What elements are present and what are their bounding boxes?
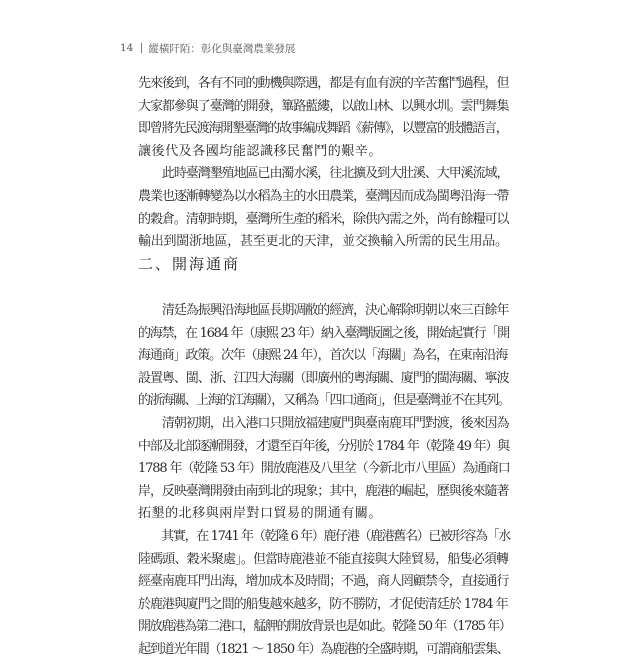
- paragraph: [138, 73, 510, 163]
- text-line: 大家都參與了臺灣的開發，篳路藍縷，以啟山林、以興水圳。雲門舞集: [138, 98, 509, 114]
- text-line: 讓後代及各國均能認識移民奮鬥的艱辛。: [138, 143, 382, 159]
- text-line: 即曾將先民渡海開墾臺灣的故事編成舞蹈《薪傳》，以豐富的肢體語言，: [138, 121, 508, 137]
- paragraph: [138, 300, 510, 413]
- text-line: 海通商」政策。次年（康熙 24 年），首次以「海關」為名，在東南沿海: [138, 348, 508, 364]
- text-line: 中部及北部逐漸開發，才還至百年後，分別於 1784 年（乾隆 49 年）與: [138, 438, 509, 454]
- text-line: 拓墾的北移與兩岸對口貿易的開通有關。: [138, 506, 382, 522]
- paragraph: [138, 413, 510, 526]
- text-line: 岸，反映臺灣開發由南到北的現象；其中，鹿港的崛起，歷與後來隨著: [138, 483, 509, 499]
- text-line: 農業也逐漸轉變為以水稻為主的水田農業，臺灣因而成為閩粵沿海一帶: [138, 188, 509, 204]
- section-heading: 二、開海通商: [138, 255, 241, 273]
- text-line: 清朝初期，出入港口只開放福建廈門與臺南鹿耳門對渡，後來因為: [138, 415, 509, 431]
- text-line: 起到道光年間（1821 ～ 1850 年）為鹿港的全盛時期，可謂商船雲集、: [138, 641, 509, 657]
- text-line: 其實，在 1741 年（乾隆 6 年）鹿仔港（鹿港舊名）已被形容為「水: [138, 528, 510, 544]
- text-line: 輸出到閩浙地區，甚至更北的天津，並交換輸入所需的民生用品。: [138, 234, 508, 250]
- header-divider: [141, 43, 142, 53]
- book-title: 縱橫阡陌：彰化與臺灣農業發展: [148, 42, 296, 55]
- text-line: 的海禁，在 1684 年（康熙 23 年）納入臺灣版圖之後，開始起實行「開: [138, 325, 509, 341]
- running-header: [120, 40, 295, 56]
- body-text-top: [138, 73, 510, 254]
- text-line: 的浙海關、上海的江海關），又稱為「四口通商」，但是臺灣並不在其列。: [138, 393, 510, 409]
- text-line: 經臺南鹿耳門出海，增加成本及時間；不過，商人罔顧禁令，直接通行: [138, 574, 509, 590]
- text-line: 開放鹿港為第二港口，艋舺的開放背景也是如此。乾隆 50 年（1785 年）: [138, 619, 511, 635]
- text-line: 清廷為振興沿海地區長期凋敝的經濟，決心解除明朝以來三百餘年: [138, 303, 509, 318]
- page-number: 14: [120, 42, 134, 54]
- text-line: 的穀倉。清朝時期，臺灣所生產的稻米，除供內需之外，尚有餘糧可以: [138, 211, 509, 227]
- text-line: 此時臺灣墾殖地區已由濁水溪，往北擴及到大肚溪、大甲溪流域，: [138, 166, 509, 182]
- paragraph: [138, 163, 510, 253]
- body-text-bottom: [138, 300, 510, 662]
- text-line: 陸碼頭、穀米聚處」。但當時鹿港並不能直接與大陸貿易，船隻必須轉: [138, 551, 509, 567]
- text-line: 1788 年（乾隆 53 年）開放鹿港及八里坌（今新北市八里區）為通商口: [138, 461, 510, 477]
- text-line: 先來後到，各有不同的動機與際遇，都是有血有淚的辛苦奮鬥過程，但: [138, 76, 509, 91]
- paragraph: [138, 526, 510, 662]
- text-line: 設置粵、閩、浙、江四大海關（即廣州的粵海關、廈門的閩海關、寧波: [138, 370, 509, 386]
- text-line: 於鹿港與廈門之間的船隻越來越多，防不勝防，才促使清廷於 1784 年: [138, 596, 508, 612]
